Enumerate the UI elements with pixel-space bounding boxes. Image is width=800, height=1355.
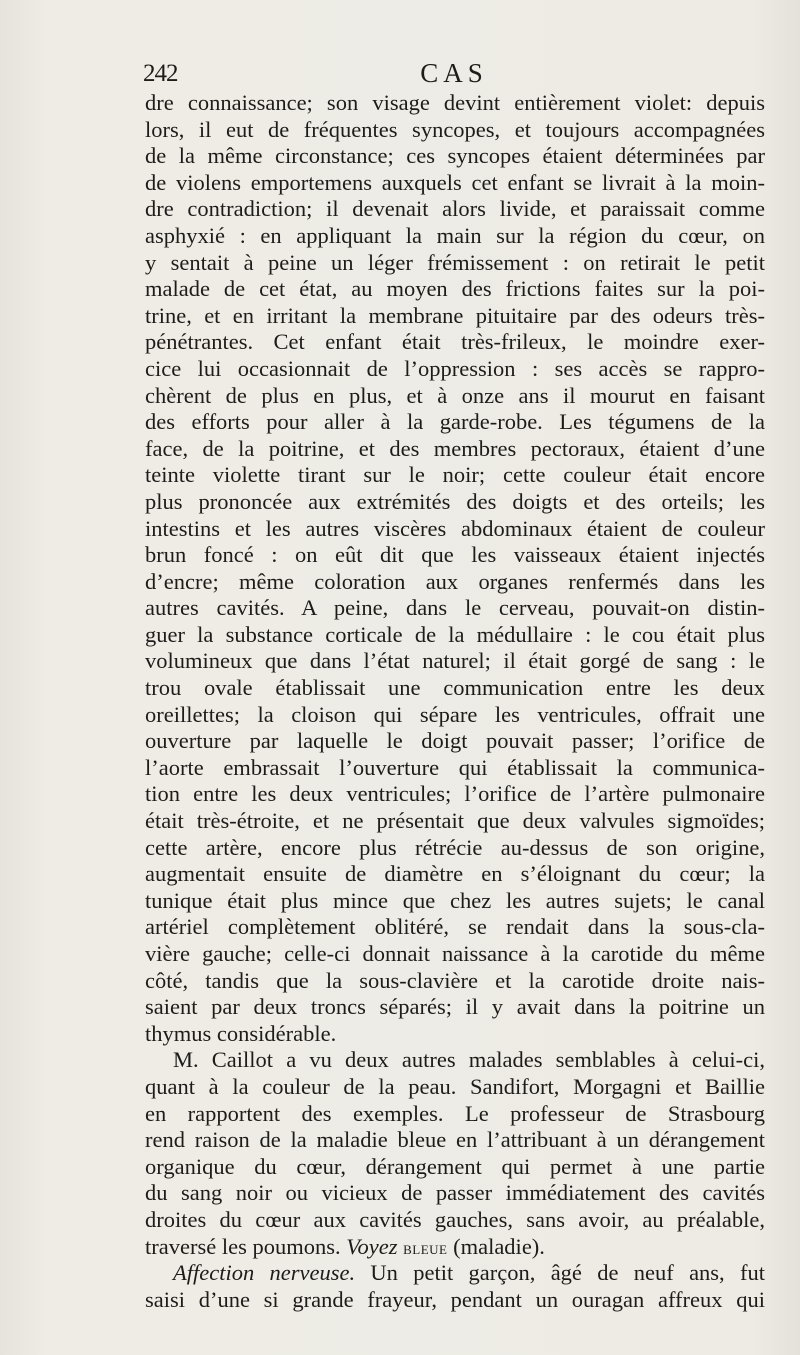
text-line: autres cavités. A peine, dans le cerveau, pouvait-on distin- — [145, 595, 765, 621]
text-line: en rapportent des exemples. Le professeur de Strasbourg — [145, 1100, 765, 1126]
body-text — [145, 90, 765, 1312]
text-line: du sang noir ou vicieux de passer immédiatement des cavités — [145, 1180, 765, 1206]
text-line: de la même circonstance; ces syncopes étaient déterminées par — [145, 143, 765, 169]
section-start-line — [145, 1260, 765, 1287]
cross-reference-line — [145, 1234, 765, 1261]
text-line: droites du cœur aux cavités gauches, sans avoir, au préalable, — [145, 1206, 765, 1232]
paragraph-end-line: thymus considérable. — [145, 1020, 337, 1046]
text-line: d’encre; même coloration aux organes renfermés dans les — [145, 568, 765, 594]
text-line: était très-étroite, et ne présentait que deux valvules sigmoïdes; — [145, 808, 765, 834]
text-line: quant à la couleur de la peau. Sandifort, Morgagni et Baillie — [145, 1073, 765, 1099]
voyez-word: Voyez — [346, 1233, 398, 1259]
text-line: dre contradiction; il devenait alors livide, et paraissait comme — [145, 196, 765, 222]
page-number: 242 — [143, 60, 178, 87]
text-line: trou ovale établissait une communication entre les deux — [145, 675, 765, 701]
text-line: cice lui occasionnait de l’oppression : ses accès se rappro- — [145, 355, 765, 381]
text-line: vière gauche; celle-ci donnait naissance à la carotide du même — [145, 941, 765, 966]
section-start-text: Un petit garçon, âgé de neuf ans, fut — [355, 1260, 765, 1286]
text-line: cette artère, encore plus rétrécie au-dessus de son origine, — [145, 834, 765, 860]
text-line: teinte violette tirant sur le noir; cette couleur était encore — [145, 462, 765, 488]
paragraph-start-line: M. Caillot a vu deux autres malades semblables à celui-ci, — [173, 1047, 765, 1073]
text-line: saisi d’une si grande frayeur, pendant un ouragan affreux qui — [145, 1286, 765, 1312]
cross-reference-tail: (maladie). — [453, 1233, 545, 1259]
text-line: augmentait ensuite de diamètre en s’éloignant du cœur; la — [145, 861, 765, 887]
text-line: malade de cet état, au moyen des frictions faites sur la poi- — [145, 276, 765, 302]
text-line: ouverture par laquelle le doigt pouvait passer; l’orifice de — [145, 728, 765, 754]
text-line: oreillettes; la cloison qui sépare les ventricules, offrait une — [145, 701, 765, 727]
text-line: brun foncé : on eût dit que les vaisseaux étaient injectés — [145, 542, 765, 568]
text-line: organique du cœur, dérangement qui permet à une partie — [145, 1153, 765, 1179]
text-line: asphyxié : en appliquant la main sur la région du cœur, on — [145, 222, 765, 248]
page-header — [143, 56, 765, 92]
text-line: dre connaissance; son visage devint entièrement violet: depuis — [145, 90, 765, 115]
section-heading-inline: Affection nerveuse. — [173, 1260, 356, 1286]
text-line: lors, il eut de fréquentes syncopes, et toujours accompagnées — [145, 116, 765, 142]
text-line: intestins et les autres viscères abdominaux étaient de couleur — [145, 515, 765, 541]
text-line: tunique était plus mince que chez les autres sujets; le canal — [145, 887, 765, 913]
text-line: saient par deux troncs séparés; il y avait dans la poitrine un — [145, 994, 765, 1020]
text-line: guer la substance corticale de la médullaire : le cou était plus — [145, 621, 765, 647]
text-line: y sentait à peine un léger frémissement : on retirait le petit — [145, 249, 765, 275]
text-line: l’aorte embrassait l’ouverture qui établissait la communica- — [145, 754, 765, 780]
text-line: volumineux que dans l’état naturel; il était gorgé de sang : le — [145, 648, 765, 674]
text-line: trine, et en irritant la membrane pituitaire par des odeurs très- — [145, 302, 765, 328]
text-line: de violens emportemens auxquels cet enfant se livrait à la moin- — [145, 169, 765, 195]
text-line: pénétrantes. Cet enfant était très-frileux, le moindre exer- — [145, 329, 765, 355]
text-line: côté, tandis que la sous-clavière et la carotide droite nais- — [145, 967, 765, 993]
cross-reference-term: bleue — [403, 1237, 448, 1259]
cross-reference-lead: traversé les poumons. — [145, 1233, 347, 1259]
text-line: plus prononcée aux extrémités des doigts et des orteils; les — [145, 488, 765, 514]
running-head: CAS — [420, 58, 488, 88]
text-line: tion entre les deux ventricules; l’orifice de l’artère pulmonaire — [145, 781, 765, 807]
text-line: chèrent de plus en plus, et à onze ans il mourut en faisant — [145, 382, 765, 408]
text-line: rend raison de la maladie bleue en l’attribuant à un dérangement — [145, 1127, 765, 1153]
text-line: face, de la poitrine, et des membres pectoraux, étaient d’une — [145, 435, 765, 461]
text-line: artériel complètement oblitéré, se rendait dans la sous-cla- — [145, 914, 765, 940]
text-line: des efforts pour aller à la garde-robe. Les tégumens de la — [145, 409, 765, 435]
